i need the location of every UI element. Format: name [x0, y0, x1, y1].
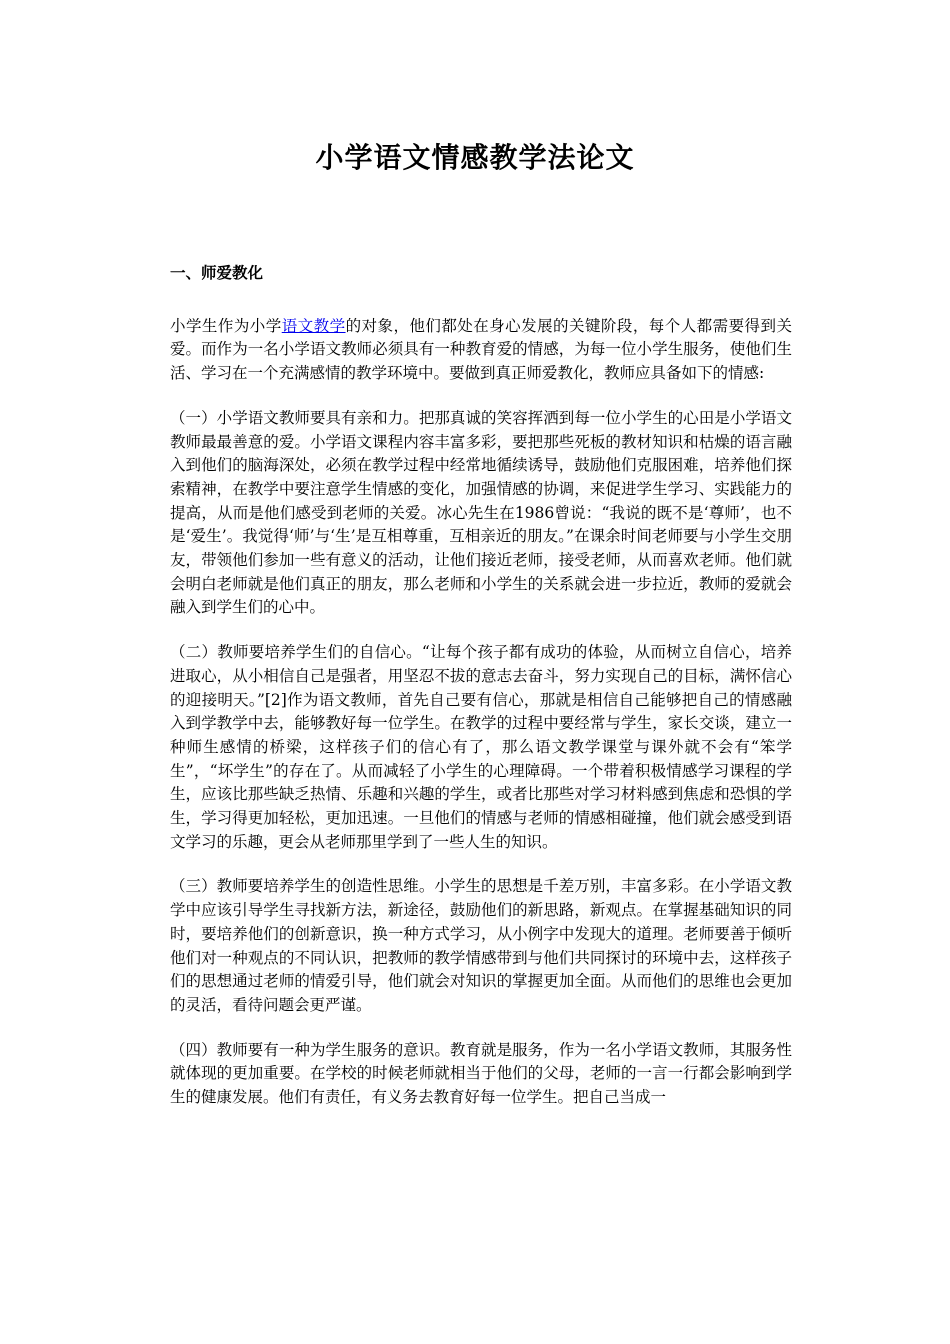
intro-text-end: 的对象，他们都处在身心发展的关键阶段，每个人都需要得到关爱。而作为一名小学语文教师必须具有一种教育爱的情感，为每一位小学生服务，使他们生活、学习在一个充满感情的教学环境中。要做到真正师爱教化，教师应具备如下的情感:: [170, 316, 792, 383]
paragraph-affinity: （一）小学语文教师要具有亲和力。把那真诚的笑容挥洒到每一位小学生的心田是小学语文教师最最善意的爱。小学语文课程内容丰富多彩，要把那些死板的教材知识和枯燥的语言融入到他们的脑海深处，必须在教学过程中经常地循续诱导，鼓励他们克服困难，培养他们探索精神，在教学中要注意学生情感的变化，加强情感的协调，来促进学生学习、实践能力的提高，从而是他们感受到老师的关爱。冰心先生在1986曾说：“我说的既不是‘尊师’，也不是‘爱生’。我觉得‘师’与‘生’是互相尊重，互相亲近的朋友。”在课余时间老师要与小学生交朋友，带领他们参加一些有意义的活动，让他们接近老师，接受老师，从而喜欢老师。他们就会明白老师就是他们真正的朋友，那么老师和小学生的关系就会进一步拉近，教师的爱就会融入到学生们的心中。: [170, 408, 792, 617]
document-body: [170, 262, 792, 1131]
intro-text-start: 小学生作为小学: [170, 316, 282, 335]
paragraph-creative-thinking: （三）教师要培养学生的创造性思维。小学生的思想是千差万别，丰富多彩。在小学语文教学中应该引导学生寻找新方法，新途径，鼓励他们的新思路，新观点。在掌握基础知识的同时，要培养他们的创新意识，换一种方式学习，从小例字中发现大的道理。老师要善于倾听他们对一种观点的不同认识，把教师的教学情感带到与他们共同探讨的环境中去，这样孩子们的思想通过老师的情爱引导，他们就会对知识的掌握更加全面。从而他们的思维也会更加的灵活，看待问题会更严谨。: [170, 877, 792, 1014]
intro-paragraph: [170, 315, 792, 386]
paragraph-service: （四）教师要有一种为学生服务的意识。教育就是服务，作为一名小学语文教师，其服务性就体现的更加重要。在学校的时候老师就相当于他们的父母，老师的一言一行都会影响到学生的健康发展。他们有责任，有义务去教育好每一位学生。把自己当成一: [170, 1040, 792, 1107]
paragraph-confidence: （二）教师要培养学生们的自信心。“让每个孩子都有成功的体验，从而树立自信心，培养进取心，从小相信自己是强者，用坚忍不拔的意志去奋斗，努力实现自己的目标，满怀信心的迎接明天。”[2]作为语文教师，首先自己要有信心，那就是相信自己能够把自己的情感融入到学教学中去，能够教好每一位学生。在教学的过程中要经常与学生，家长交谈，建立一种师生感情的桥梁，这样孩子们的信心有了，那么语文教学课堂与课外就不会有“笨学生”，“坏学生”的存在了。从而减轻了小学生的心理障碍。一个带着积极情感学习课程的学生，应该比那些缺乏热情、乐趣和兴趣的学生，或者比那些对学习材料感到焦虑和恐惧的学生，学习得更加轻松，更加迅速。一旦他们的情感与老师的情感相碰撞，他们就会感受到语文学习的乐趣，更会从老师那里学到了一些人生的知识。: [170, 643, 792, 851]
document-title: 小学语文情感教学法论文: [315, 141, 635, 174]
section-heading: 一、师爱教化: [170, 264, 264, 282]
chinese-teaching-link[interactable]: 语文教学: [281, 316, 346, 335]
